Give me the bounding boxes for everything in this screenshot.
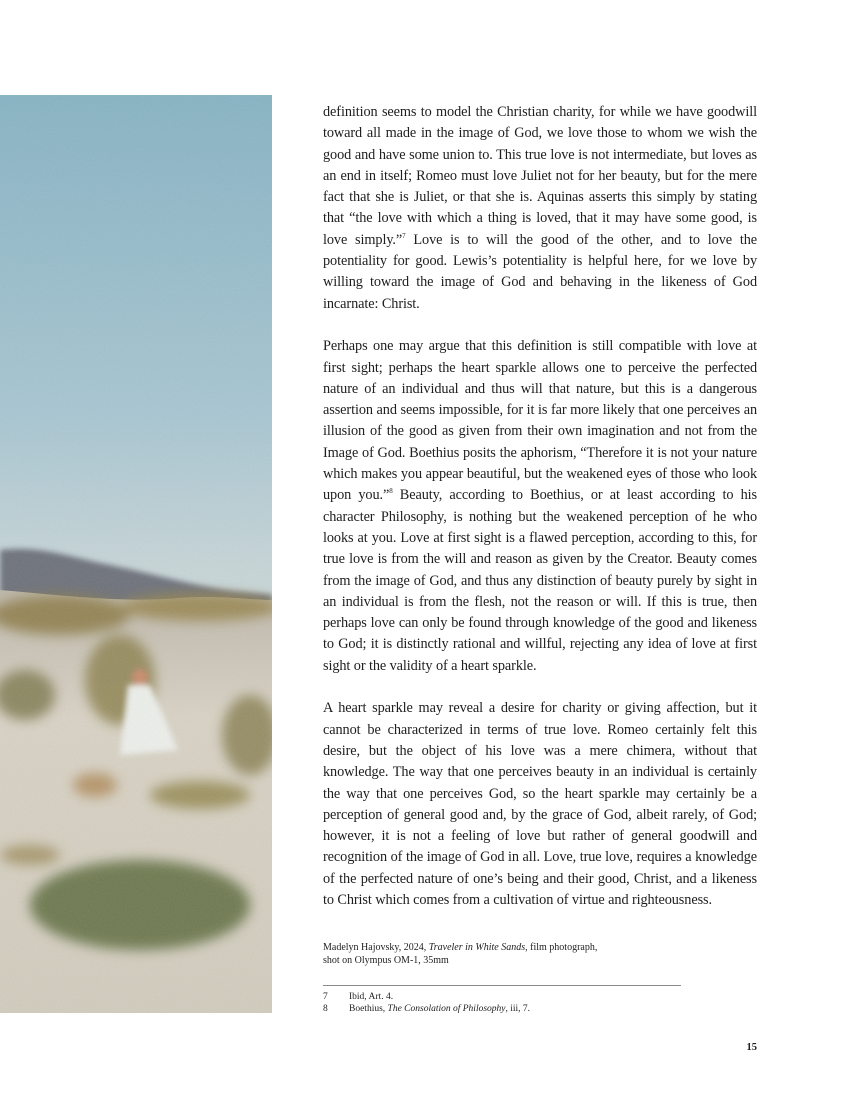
footnote-ref-8[interactable]: 8 (389, 487, 393, 496)
page-number: 15 (746, 1042, 757, 1053)
footnotes (323, 992, 723, 1016)
film-grain (0, 95, 272, 1013)
white-sands-photo (0, 95, 272, 1013)
footnote-number: 7 (323, 992, 328, 1002)
caption-line-2: shot on Olympus OM-1, 35mm (323, 955, 449, 967)
film-photograph (0, 95, 272, 1013)
footnote-ref-7[interactable]: 7 (402, 231, 406, 240)
footnote-divider (323, 985, 681, 986)
article-body (323, 102, 757, 911)
footnote-number: 8 (323, 1003, 328, 1014)
footnote-7 (323, 992, 723, 1004)
footnote-text: Ibid, Art. 4. (349, 992, 394, 1002)
paragraph-1: definition seems to model the Christian charity, for while we have goodwill toward all made in the image of God, we love those to whom we wish the good and have some union to. This true love is not intermediate, but loves as an end in itself; Romeo must love Juliet not for her beauty, but for the mere fact that she is Juliet, or that she is. Aquinas asserts this simply by stating that “the love with which a thing is loved, that it may have some good, is love simply.”$^7$ Love is to will the good of the other, and to love the potentiality for good. Lewis’s potentiality is helpful here, for we love by willing toward the image of God and behaving in the likeness of God incarnate: Christ. (323, 104, 757, 312)
photo-caption (323, 941, 653, 968)
footnote-8 (323, 1004, 723, 1016)
footnote-text: Boethius, The Consolation of Philosophy, iii, 7. (349, 1003, 531, 1014)
paragraph-3: A heart sparkle may reveal a desire for charity or giving affection, but it cannot be characterized in terms of true love. Romeo certainly felt this desire, but the object of his love was a mere chimera, without that knowledge. The way that one perceives beauty in an individual is certainly the way that one perceives God, so the heart sparkle may certainly be a perception of general good and, by the grace of God, albeit rarely, of God; however, it is not a feeling of love but rather of general goodwill and recognition of the image of God in all. Love, true love, requires a knowledge of the perfected nature of one’s being and their good, Christ, and a likeness to Christ which comes from a cultivation of virtue and righteousness. (323, 700, 757, 908)
caption-line-1: Madelyn Hajovsky, 2024, Traveler in White Sands, film photograph, (323, 942, 598, 953)
paragraph-2: Perhaps one may argue that this definition is still compatible with love at first sight; perhaps the heart sparkle allows one to perceive the perfected nature of an individual and thus will that nature, but this is a dangerous assertion and seems impossible, for it is far more likely that one perceives an illusion of the good as given from their own imagination and not from the Image of God. Boethius posits the aphorism, “Therefore it is not your nature which makes you appear beautiful, but the weakened eyes of those who look upon you.”$^8$ Beauty, according to Boethius, or at least according to his character Philosophy, is nothing but the weakened perception of he who looks at you. Love at first sight is a flawed perception, according to this, for true love is from the will and reason as given by the Creator. Beauty comes from the image of God, and thus any distinction of beauty purely by sight in an individual is from the flesh, not the reason or will. If this is true, then perhaps love can only be found through knowledge of the good and likeness to God; it is distinctly rational and willful, rejecting any idea of love at first sight or the validity of a heart sparkle. (323, 338, 757, 674)
